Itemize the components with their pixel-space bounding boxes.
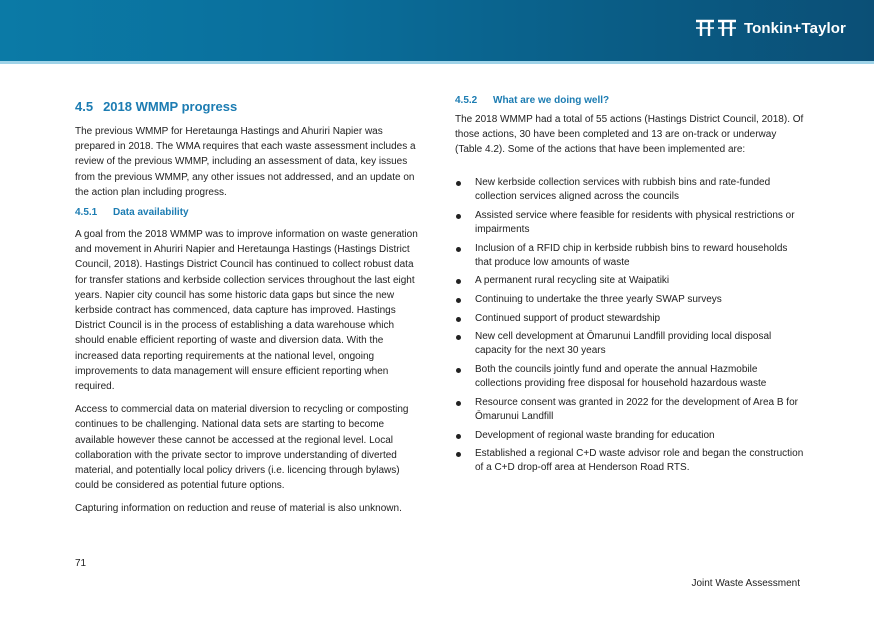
bullet-icon	[456, 335, 461, 340]
list-item-text: Established a regional C+D waste advisor role and began the construction of a C+D drop-off area at Henderson Road RTS.	[475, 448, 804, 474]
list-item	[455, 396, 805, 424]
list-item-text: New cell development at Ōmarunui Landfill providing local disposal capacity for the next 30 years	[475, 331, 772, 357]
doing-well-intro: The 2018 WMMP had a total of 55 actions (Hastings District Council, 2018). Of those actions, 30 have been completed and 13 are on-track or underway (Table 4.2). Some of the actions that have been implemented are:	[455, 114, 804, 156]
section-heading	[75, 99, 237, 114]
bullet-icon	[456, 434, 461, 439]
document-title: Joint Waste Assessment	[691, 578, 800, 589]
bullet-icon	[456, 317, 461, 322]
paragraph: A goal from the 2018 WMMP was to improve information on waste generation and movement in Ahuriri Napier and Heretaunga Hastings (Hastings District Council, 2018). Hastings District Council has continued to collect robust data for transfer stations and kerbside collection services throughout the last eight years. Napier city council has some historic data gaps but since the new kerbside contract has commenced, data capture has improved. Hastings District Council is in the process of establishing a data warehouse which should enable efficient reporting of waste and diversion data. With the increased data reporting requirements at the national level, ongoing improvements to data management will ensure efficient reporting when required.	[75, 229, 418, 393]
actions-list	[455, 176, 805, 480]
page-number: 71	[75, 558, 87, 569]
list-item-text: New kerbside collection services with rubbish bins and rate-funded collection services aligned across the councils	[475, 177, 771, 203]
list-item-text: Resource consent was granted in 2022 for the development of Area B for Ōmarunui Landfill	[475, 396, 798, 422]
bullet-icon	[456, 181, 461, 186]
bullet-icon	[456, 214, 461, 219]
list-item	[455, 274, 805, 288]
header-band	[0, 0, 874, 61]
list-item-text: Inclusion of a RFID chip in kerbside rubbish bins to reward households that produce low amounts of waste	[475, 242, 788, 268]
list-item-text: Continued support of product stewardship	[475, 312, 661, 324]
subsection-1-number: 4.5.1	[75, 207, 98, 218]
list-item-text: Development of regional waste branding for education	[475, 429, 715, 441]
bullet-icon	[456, 298, 461, 303]
subsection-1-title: Data availability	[113, 207, 189, 218]
list-item	[455, 429, 805, 443]
section-intro-block	[75, 124, 422, 208]
bullet-icon	[456, 368, 461, 373]
subsection-2-title: What are we doing well?	[493, 95, 610, 106]
list-item	[455, 447, 805, 475]
subsection-2-number: 4.5.2	[455, 95, 478, 106]
subsection-2-heading	[455, 95, 609, 106]
logo-text: Tonkin+Taylor	[743, 19, 846, 37]
section-intro: The previous WMMP for Heretaunga Hastings and Ahuriri Napier was prepared in 2018. The WMA requires that each waste assessment includes a review of the previous WMMP, including an assessment of data, key issues from the previous WMMP, any other issues not addressed, and an update on the action plan including progress.	[75, 126, 416, 198]
tt-logo-mark-icon	[694, 18, 738, 38]
bullet-icon	[456, 247, 461, 252]
paragraph: Capturing information on reduction and reuse of material is also unknown.	[75, 503, 402, 515]
bullet-icon	[456, 279, 461, 284]
list-item	[455, 330, 805, 358]
list-item	[455, 242, 805, 270]
doing-well-intro-block	[455, 112, 805, 166]
list-item	[455, 363, 805, 391]
subsection-1-heading	[75, 207, 189, 218]
list-item-text: A permanent rural recycling site at Waipatiki	[475, 275, 670, 287]
data-availability-text	[75, 227, 422, 525]
list-item	[455, 312, 805, 326]
section-title: 2018 WMMP progress	[103, 99, 238, 114]
list-item	[455, 209, 805, 237]
header-stripe	[0, 61, 874, 64]
bullet-icon	[456, 452, 461, 457]
bullet-icon	[456, 401, 461, 406]
list-item	[455, 293, 805, 307]
paragraph: Access to commercial data on material diversion to recycling or composting continues to be challenging. National data sets are starting to become available however these cannot be accessed at the regional level. Local collaboration with the private sector to improve understanding of diverted material, and potentially local policy drivers (i.e. licencing through bylaws) could be considered as potential future options.	[75, 404, 409, 492]
list-item-text: Both the councils jointly fund and operate the annual Hazmobile collections providing free disposal for household hazardous waste	[475, 363, 767, 390]
list-item-text: Assisted service where feasible for residents with physical restrictions or impairments	[475, 209, 795, 235]
company-logo	[694, 15, 846, 41]
section-number: 4.5	[75, 99, 94, 114]
list-item	[455, 176, 805, 204]
list-item-text: Continuing to undertake the three yearly SWAP surveys	[475, 293, 722, 305]
